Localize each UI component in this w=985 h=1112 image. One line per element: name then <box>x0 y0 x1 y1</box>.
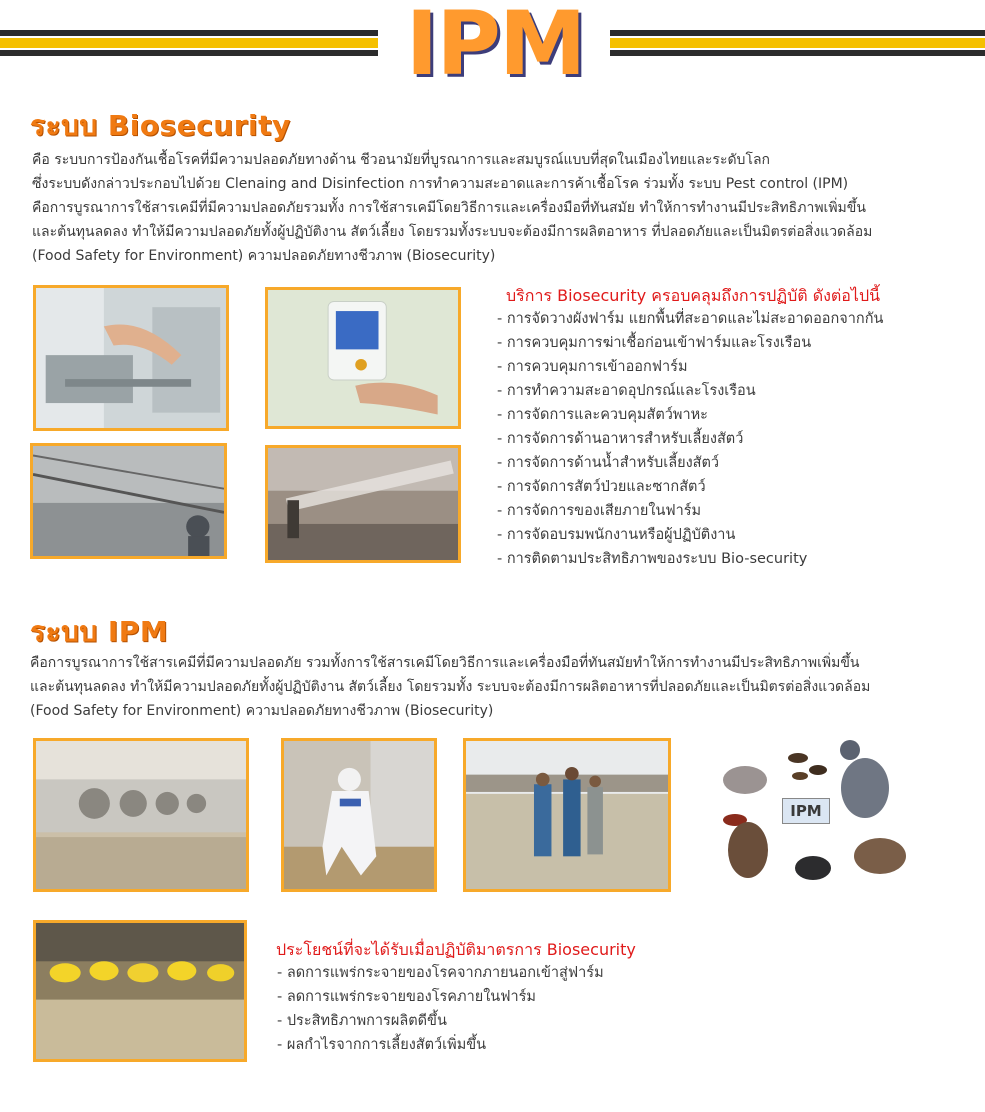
photo-poultry-feeders <box>33 920 247 1062</box>
list-item: - ประสิทธิภาพการผลิตดีขึ้น <box>277 1013 447 1029</box>
section-title-biosecurity: ระบบ Biosecurity <box>30 109 291 142</box>
ipm-badge: IPM <box>782 798 830 824</box>
photo-worker-spraying <box>281 738 437 892</box>
list-item: - การจัดวางผังฟาร์ม แยกพื้นที่สะอาดและไม่สะอาดออกจากกัน <box>497 311 884 327</box>
header-bar-right <box>610 30 985 54</box>
ipm-paragraph <box>30 651 870 723</box>
list-item: - การจัดการด้านอาหารสำหรับเลี้ยงสัตว์ <box>497 431 744 447</box>
paragraph-line: และต้นทุนลดลง ทำให้มีความปลอดภัยทั้งผู้ปฏิบัติงาน สัตว์เลี้ยง โดยรวมทั้ง ระบบจะต้องมีการผลิตอาหารที่ปลอดภัยและเป็นมิตรต่อสิ่งแวดล้อม <box>30 679 871 695</box>
paragraph-line: คือการบูรณาการใช้สารเคมีที่มีความปลอดภัยรวมทั้ง การใช้สารเคมีโดยวิธีการและเครื่องมือที่ทันสมัย ทำให้การทำงานมีประสิทธิภาพเพิ่มขึ้น <box>32 200 866 216</box>
photo-sanitizer-dispenser <box>265 287 461 429</box>
list-item: - การควบคุมการฆ่าเชื้อก่อนเข้าฟาร์มและโรงเรือน <box>497 335 812 351</box>
list-item: - การจัดการด้านน้ำสำหรับเลี้ยงสัตว์ <box>497 455 720 471</box>
photo-handwashing <box>33 285 229 431</box>
list-item: - ผลกำไรจากการเลี้ยงสัตว์เพิ่มขึ้น <box>277 1037 487 1053</box>
benefits-title: ประโยชน์ที่จะได้รับเมื่อปฏิบัติมาตรการ Biosecurity <box>276 940 636 959</box>
header-bar-left <box>0 30 378 54</box>
section-title-ipm: ระบบ IPM <box>30 615 169 648</box>
paragraph-line: (Food Safety for Environment) ความปลอดภัยทางชีวภาพ (Biosecurity) <box>32 248 496 264</box>
photo-spraying-barn <box>265 445 461 563</box>
paragraph-line: คือการบูรณาการใช้สารเคมีที่มีความปลอดภัย รวมทั้งการใช้สารเคมีโดยวิธีการและเครื่องมือที่ทันสมัยทำให้การทำงานมีประสิทธิภาพเพิ่มขึ้น <box>30 655 860 671</box>
list-item: - ลดการแพร่กระจายของโรคภายในฟาร์ม <box>277 989 536 1005</box>
paragraph-line: และต้นทุนลดลง ทำให้มีความปลอดภัยทั้งผู้ปฏิบัติงาน สัตว์เลี้ยง โดยรวมทั้งระบบจะต้องมีการผลิตอาหาร ที่ปลอดภัยและเป็นมิตรต่อสิ่งแวดล้อม <box>32 224 873 240</box>
photo-barn-fogging <box>30 443 227 559</box>
biosecurity-services-list <box>497 307 883 571</box>
biosecurity-services-title: บริการ Biosecurity ครอบคลุมถึงการปฏิบัติ ดังต่อไปนี้ <box>506 286 881 305</box>
list-item: - การติดตามประสิทธิภาพของระบบ Bio-security <box>497 551 808 567</box>
pest-collage <box>700 728 925 898</box>
paragraph-line: (Food Safety for Environment) ความปลอดภัยทางชีวภาพ (Biosecurity) <box>30 703 494 719</box>
list-item: - การจัดการสัตว์ป่วยและซากสัตว์ <box>497 479 706 495</box>
biosecurity-paragraph <box>32 148 872 268</box>
photo-farm-inspection <box>463 738 671 892</box>
list-item: - การควบคุมการเข้าออกฟาร์ม <box>497 359 688 375</box>
list-item: - การจัดอบรมพนักงานหรือผู้ปฏิบัติงาน <box>497 527 736 543</box>
list-item: - การทำความสะอาดอุปกรณ์และโรงเรือน <box>497 383 756 399</box>
paragraph-line: คือ ระบบการป้องกันเชื้อโรคที่มีความปลอดภัยทางด้าน ชีวอนามัยที่บูรณาการและสมบูรณ์แบบที่สุดในเมืองไทยและระดับโลก <box>32 152 771 168</box>
paragraph-line: ซึ่งระบบดังกล่าวประกอบไปด้วย Clenaing and Disinfection การทำความสะอาดและการค้าเชื้อโรค ร่วมทั้ง ระบบ Pest control (IPM) <box>32 176 849 192</box>
photo-barn-fans <box>33 738 249 892</box>
benefits-list <box>277 961 604 1057</box>
page-title: IPM <box>405 0 585 95</box>
list-item: - ลดการแพร่กระจายของโรคจากภายนอกเข้าสู่ฟาร์ม <box>277 965 604 981</box>
list-item: - การจัดการของเสียภายในฟาร์ม <box>497 503 702 519</box>
list-item: - การจัดการและควบคุมสัตว์พาหะ <box>497 407 708 423</box>
